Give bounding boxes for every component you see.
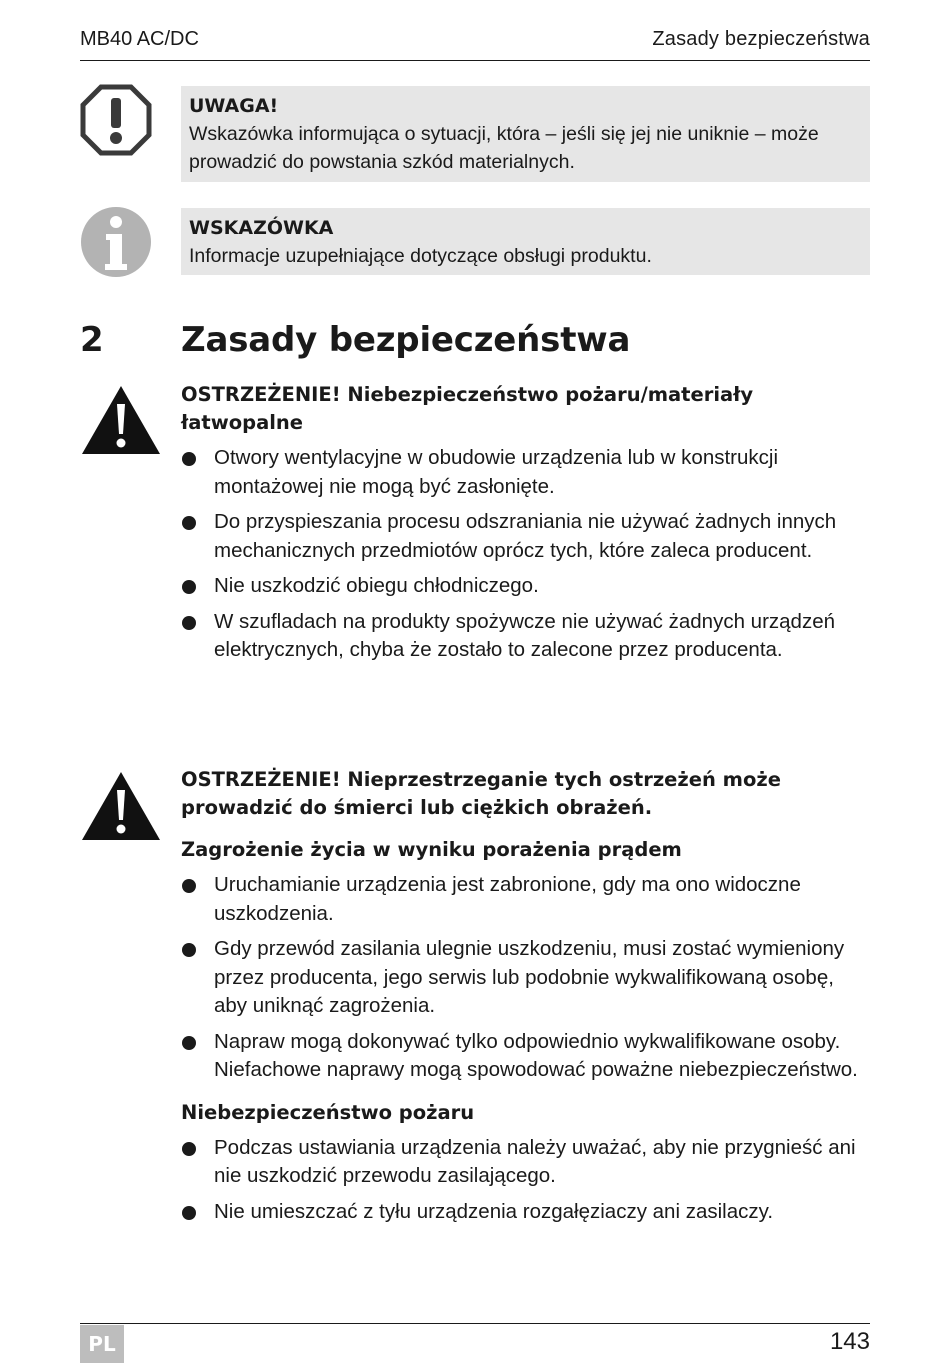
warning-fire-title: OSTRZEŻENIE! Niebezpieczeństwo pożaru/materiały łatwopalne xyxy=(181,383,754,434)
list-item: Nie umieszczać z tyłu urządzenia rozgałęziaczy ani zasilaczy. xyxy=(181,1198,870,1227)
list-item: Napraw mogą dokonywać tylko odpowiednio wykwalifikowane osoby. Niefachowe naprawy mogą spowodować poważne niebezpieczeństwo. xyxy=(181,1028,870,1085)
footer-divider xyxy=(80,1323,870,1324)
warning-fire-list xyxy=(181,444,870,665)
warning-triangle-icon xyxy=(80,770,162,842)
list-item: Do przyspieszania procesu odszraniania nie używać żadnych innych mechanicznych przedmiotów oprócz tych, które zaleca producent. xyxy=(181,508,870,565)
notice-hint-text: Informacje uzupełniające dotyczące obsługi produktu. xyxy=(189,245,652,267)
list-item: Gdy przewód zasilania ulegnie uszkodzeniu, musi zostać wymieniony przez producenta, jego serwis lub podobnie wykwalifikowaną osobę, aby uniknąć zagrożenia. xyxy=(181,935,870,1021)
warning-triangle-icon xyxy=(80,384,162,456)
warning-death-title: OSTRZEŻENIE! Nieprzestrzeganie tych ostrzeżeń może prowadzić do śmierci lub ciężkich obrażeń. xyxy=(181,768,781,819)
notice-hint xyxy=(181,208,870,275)
header-chapter: Zasady bezpieczeństwa xyxy=(652,28,870,50)
language-badge: PL xyxy=(80,1325,124,1363)
list-item: W szufladach na produkty spożywcze nie używać żadnych urządzeń elektrycznych, chyba że zostało to zalecone przez producenta. xyxy=(181,608,870,665)
notice-caution-title: UWAGA! xyxy=(189,95,279,117)
notice-hint-title: WSKAZÓWKA xyxy=(189,217,334,239)
list-item: Otwory wentylacyjne w obudowie urządzenia lub w konstrukcji montażowej nie mogą być zasłonięte. xyxy=(181,444,870,501)
header-product: MB40 AC/DC xyxy=(80,28,199,50)
info-circle-icon xyxy=(80,206,152,278)
exclamation-octagon-icon xyxy=(80,84,152,156)
warning-fire xyxy=(181,381,870,665)
list-item: Uruchamianie urządzenia jest zabronione, gdy ma ono widoczne uszkodzenia. xyxy=(181,871,870,928)
page-number: 143 xyxy=(829,1328,870,1355)
subsection-fire-title: Niebezpieczeństwo pożaru xyxy=(181,1100,475,1124)
subsection-electric-title: Zagrożenie życia w wyniku porażenia prądem xyxy=(181,838,682,861)
list-item: Podczas ustawiania urządzenia należy uważać, aby nie przygnieść ani nie uszkodzić przewodu zasilającego. xyxy=(181,1134,870,1191)
notice-caution-text: Wskazówka informująca o sytuacji, która – jeśli się jej nie uniknie – może prowadzić do powstania szkód materialnych. xyxy=(189,123,819,173)
list-item: Nie uszkodzić obiegu chłodniczego. xyxy=(181,572,870,601)
notice-caution xyxy=(181,86,870,182)
page-header xyxy=(80,28,870,61)
section-title: Zasady bezpieczeństwa xyxy=(181,320,631,360)
section-number: 2 xyxy=(80,320,104,360)
subsection-fire-list xyxy=(181,1134,870,1227)
subsection-electric-list xyxy=(181,871,870,1085)
warning-death xyxy=(181,766,870,1226)
